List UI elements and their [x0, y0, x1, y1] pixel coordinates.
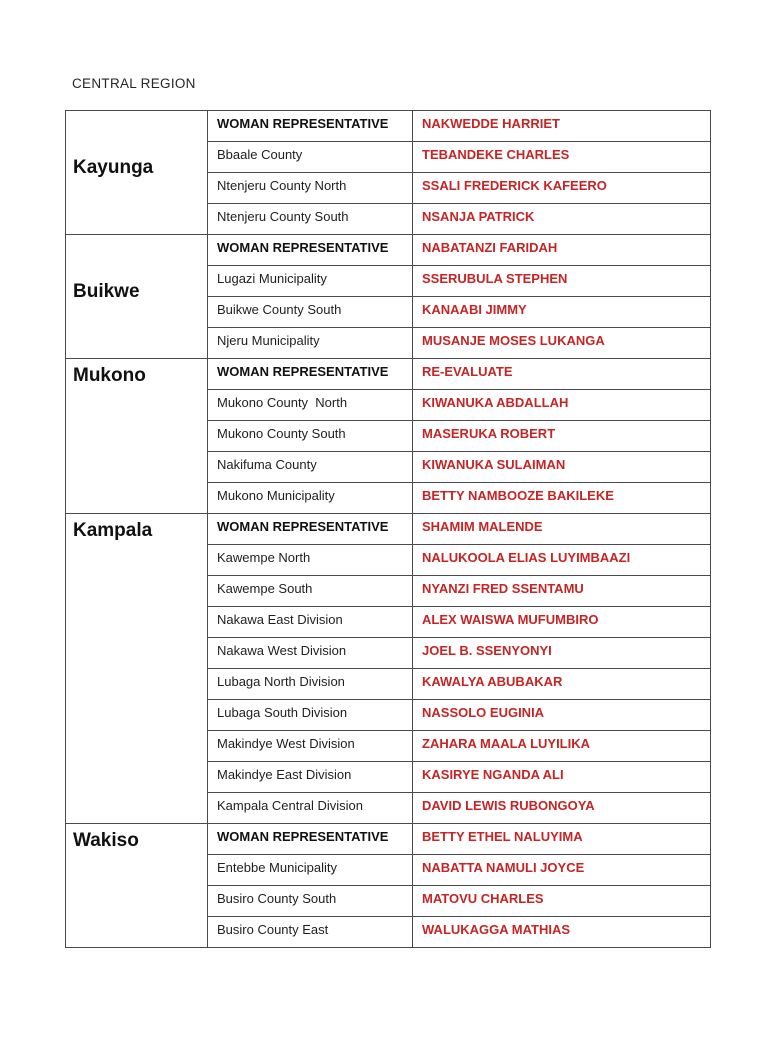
representative-cell: KANAABI JIMMY — [413, 297, 711, 328]
constituency-cell: Busiro County South — [208, 886, 413, 917]
constituency-cell: WOMAN REPRESENTATIVE — [208, 824, 413, 855]
constituency-cell: Kawempe South — [208, 576, 413, 607]
constituency-cell: Ntenjeru County North — [208, 173, 413, 204]
constituency-cell: Mukono Municipality — [208, 483, 413, 514]
constituency-cell: WOMAN REPRESENTATIVE — [208, 235, 413, 266]
representative-cell: NSANJA PATRICK — [413, 204, 711, 235]
constituency-cell: Lubaga North Division — [208, 669, 413, 700]
constituency-cell: Kampala Central Division — [208, 793, 413, 824]
constituency-cell: Nakifuma County — [208, 452, 413, 483]
constituency-cell: Nakawa West Division — [208, 638, 413, 669]
representative-cell: SSALI FREDERICK KAFEERO — [413, 173, 711, 204]
representative-cell: SHAMIM MALENDE — [413, 514, 711, 545]
representative-cell: MATOVU CHARLES — [413, 886, 711, 917]
constituency-cell: Mukono County North — [208, 390, 413, 421]
representative-cell: BETTY NAMBOOZE BAKILEKE — [413, 483, 711, 514]
representative-cell: ALEX WAISWA MUFUMBIRO — [413, 607, 711, 638]
representative-cell: TEBANDEKE CHARLES — [413, 142, 711, 173]
representative-cell: WALUKAGGA MATHIAS — [413, 917, 711, 948]
representative-cell: NYANZI FRED SSENTAMU — [413, 576, 711, 607]
page-title: CENTRAL REGION — [72, 76, 196, 91]
constituency-cell: Nakawa East Division — [208, 607, 413, 638]
representatives-table — [65, 110, 711, 948]
district-cell: Buikwe — [66, 235, 208, 359]
representative-cell: JOEL B. SSENYONYI — [413, 638, 711, 669]
table-row — [66, 359, 711, 390]
representative-cell: ZAHARA MAALA LUYILIKA — [413, 731, 711, 762]
table-row — [66, 235, 711, 266]
representative-cell: RE-EVALUATE — [413, 359, 711, 390]
representative-cell: KAWALYA ABUBAKAR — [413, 669, 711, 700]
representative-cell: KIWANUKA ABDALLAH — [413, 390, 711, 421]
representative-cell: MUSANJE MOSES LUKANGA — [413, 328, 711, 359]
representative-cell: NAKWEDDE HARRIET — [413, 111, 711, 142]
constituency-cell: WOMAN REPRESENTATIVE — [208, 514, 413, 545]
representative-cell: SSERUBULA STEPHEN — [413, 266, 711, 297]
constituency-cell: Bbaale County — [208, 142, 413, 173]
constituency-cell: Ntenjeru County South — [208, 204, 413, 235]
representative-cell: NASSOLO EUGINIA — [413, 700, 711, 731]
constituency-cell: Mukono County South — [208, 421, 413, 452]
constituency-cell: Makindye West Division — [208, 731, 413, 762]
table-row — [66, 824, 711, 855]
district-cell: Wakiso — [66, 824, 208, 948]
representative-cell: BETTY ETHEL NALUYIMA — [413, 824, 711, 855]
table-row — [66, 111, 711, 142]
constituency-cell: Buikwe County South — [208, 297, 413, 328]
constituency-cell: Lubaga South Division — [208, 700, 413, 731]
constituency-cell: Kawempe North — [208, 545, 413, 576]
representative-cell: KIWANUKA SULAIMAN — [413, 452, 711, 483]
table-row — [66, 514, 711, 545]
representative-cell: NABATTA NAMULI JOYCE — [413, 855, 711, 886]
constituency-cell: WOMAN REPRESENTATIVE — [208, 359, 413, 390]
constituency-cell: Entebbe Municipality — [208, 855, 413, 886]
constituency-cell: Lugazi Municipality — [208, 266, 413, 297]
district-cell: Kayunga — [66, 111, 208, 235]
constituency-cell: Njeru Municipality — [208, 328, 413, 359]
representative-cell: MASERUKA ROBERT — [413, 421, 711, 452]
representatives-table-body — [66, 111, 711, 948]
representative-cell: NABATANZI FARIDAH — [413, 235, 711, 266]
constituency-cell: WOMAN REPRESENTATIVE — [208, 111, 413, 142]
representative-cell: NALUKOOLA ELIAS LUYIMBAAZI — [413, 545, 711, 576]
representative-cell: KASIRYE NGANDA ALI — [413, 762, 711, 793]
district-cell: Kampala — [66, 514, 208, 824]
constituency-cell: Busiro County East — [208, 917, 413, 948]
constituency-cell: Makindye East Division — [208, 762, 413, 793]
district-cell: Mukono — [66, 359, 208, 514]
representative-cell: DAVID LEWIS RUBONGOYA — [413, 793, 711, 824]
